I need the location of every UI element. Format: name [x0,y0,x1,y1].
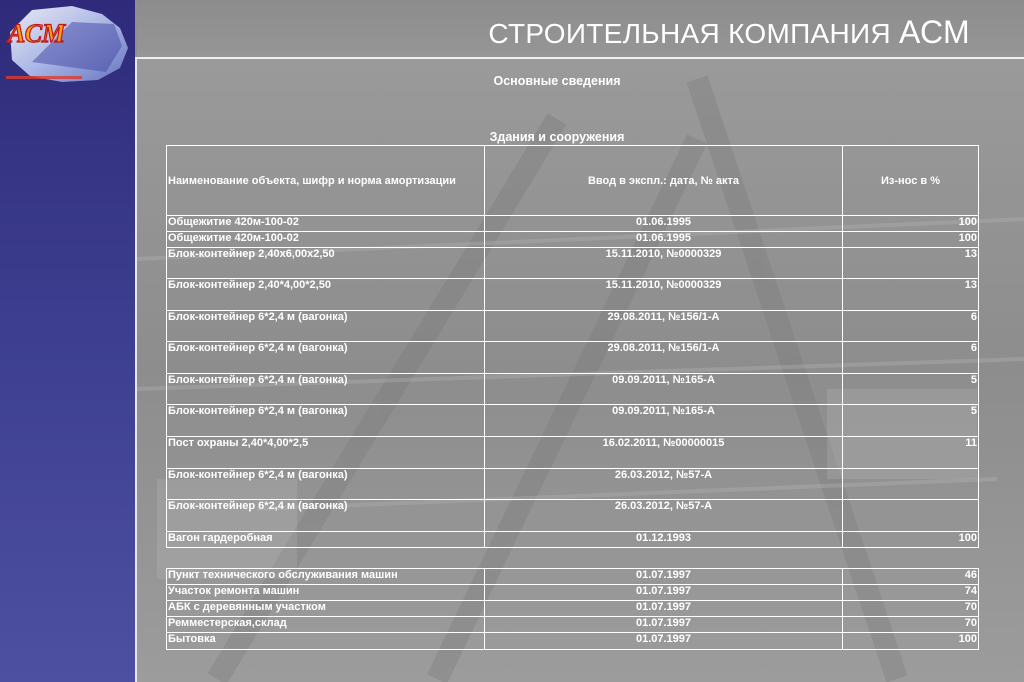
row-name-cell: Бытовка [167,633,485,650]
table-row [167,585,979,601]
table-row [167,248,979,279]
row-name-cell: Блок-контейнер 6*2,4 м (вагонка) [167,500,485,532]
column-header-name: Наименование объекта, шифр и норма амортизации [167,146,485,216]
table-row [167,374,979,405]
company-logo [2,2,132,84]
row-wear-cell: 70 [843,617,979,633]
row-wear-cell: 100 [843,633,979,650]
row-date-cell: 26.03.2012, №57-А [485,469,843,500]
company-title-brand: АСМ [899,14,970,50]
row-wear-cell: 74 [843,585,979,601]
row-wear-cell: 13 [843,279,979,311]
row-wear-cell: 100 [843,532,979,548]
row-wear-cell: 70 [843,601,979,617]
table-header-row [167,146,979,216]
row-date-cell: 15.11.2010, №0000329 [485,279,843,311]
row-wear-cell: 6 [843,311,979,342]
table-row [167,633,979,650]
buildings-table-continued [166,568,979,650]
row-wear-cell: 46 [843,569,979,585]
column-header-wear: Из-нос в % [843,146,979,216]
row-name-cell: Блок-контейнер 6*2,4 м (вагонка) [167,342,485,374]
column-header-date: Ввод в экспл.: дата, № акта [485,146,843,216]
section-title: Здания и сооружения [489,130,625,144]
row-wear-cell: 5 [843,374,979,405]
row-name-cell: Блок-контейнер 6*2,4 м (вагонка) [167,405,485,437]
row-date-cell: 01.06.1995 [485,216,843,232]
row-name-cell: Блок-контейнер 6*2,4 м (вагонка) [167,374,485,405]
row-date-cell: 26.03.2012, №57-А [485,500,843,532]
logo-text: АСМ [8,19,66,48]
row-wear-cell: 5 [843,405,979,437]
table-row [167,437,979,469]
row-name-cell: Вагон гардеробная [167,532,485,548]
table-row [167,617,979,633]
row-name-cell: Ремместерская,склад [167,617,485,633]
row-date-cell: 29.08.2011, №156/1-А [485,311,843,342]
row-date-cell: 01.07.1997 [485,617,843,633]
row-name-cell: Участок ремонта машин [167,585,485,601]
row-wear-cell [843,500,979,532]
company-title-prefix: СТРОИТЕЛЬНАЯ КОМПАНИЯ [488,18,891,49]
table-row [167,532,979,548]
table-row [167,216,979,232]
table-row [167,405,979,437]
left-sidebar [0,0,135,682]
row-date-cell: 01.07.1997 [485,601,843,617]
row-name-cell: Блок-контейнер 6*2,4 м (вагонка) [167,311,485,342]
row-date-cell: 01.07.1997 [485,569,843,585]
table-row [167,232,979,248]
page-heading: Основные сведения [493,74,621,88]
row-date-cell: 01.07.1997 [485,633,843,650]
row-name-cell: Блок-контейнер 2,40х6,00х2,50 [167,248,485,279]
row-name-cell: Блок-контейнер 2,40*4,00*2,50 [167,279,485,311]
row-wear-cell [843,469,979,500]
row-date-cell: 09.09.2011, №165-А [485,374,843,405]
row-name-cell: Пункт технического обслуживания машин [167,569,485,585]
row-name-cell: Пост охраны 2,40*4,00*2,5 [167,437,485,469]
row-name-cell: Общежитие 420м-100-02 [167,232,485,248]
buildings-table [166,145,979,548]
table-row [167,311,979,342]
row-wear-cell: 13 [843,248,979,279]
table-row [167,601,979,617]
company-title [488,14,970,51]
row-date-cell: 29.08.2011, №156/1-А [485,342,843,374]
header-bar [137,0,1024,57]
row-date-cell: 01.12.1993 [485,532,843,548]
row-wear-cell: 100 [843,232,979,248]
table-row [167,569,979,585]
table-row [167,342,979,374]
row-date-cell: 16.02.2011, №00000015 [485,437,843,469]
row-name-cell: Общежитие 420м-100-02 [167,216,485,232]
row-date-cell: 09.09.2011, №165-А [485,405,843,437]
table-row [167,469,979,500]
table-row [167,500,979,532]
row-wear-cell: 11 [843,437,979,469]
row-date-cell: 01.06.1995 [485,232,843,248]
row-wear-cell: 100 [843,216,979,232]
row-date-cell: 15.11.2010, №0000329 [485,248,843,279]
table-row [167,279,979,311]
row-name-cell: Блок-контейнер 6*2,4 м (вагонка) [167,469,485,500]
row-date-cell: 01.07.1997 [485,585,843,601]
row-name-cell: АБК с деревянным участком [167,601,485,617]
row-wear-cell: 6 [843,342,979,374]
